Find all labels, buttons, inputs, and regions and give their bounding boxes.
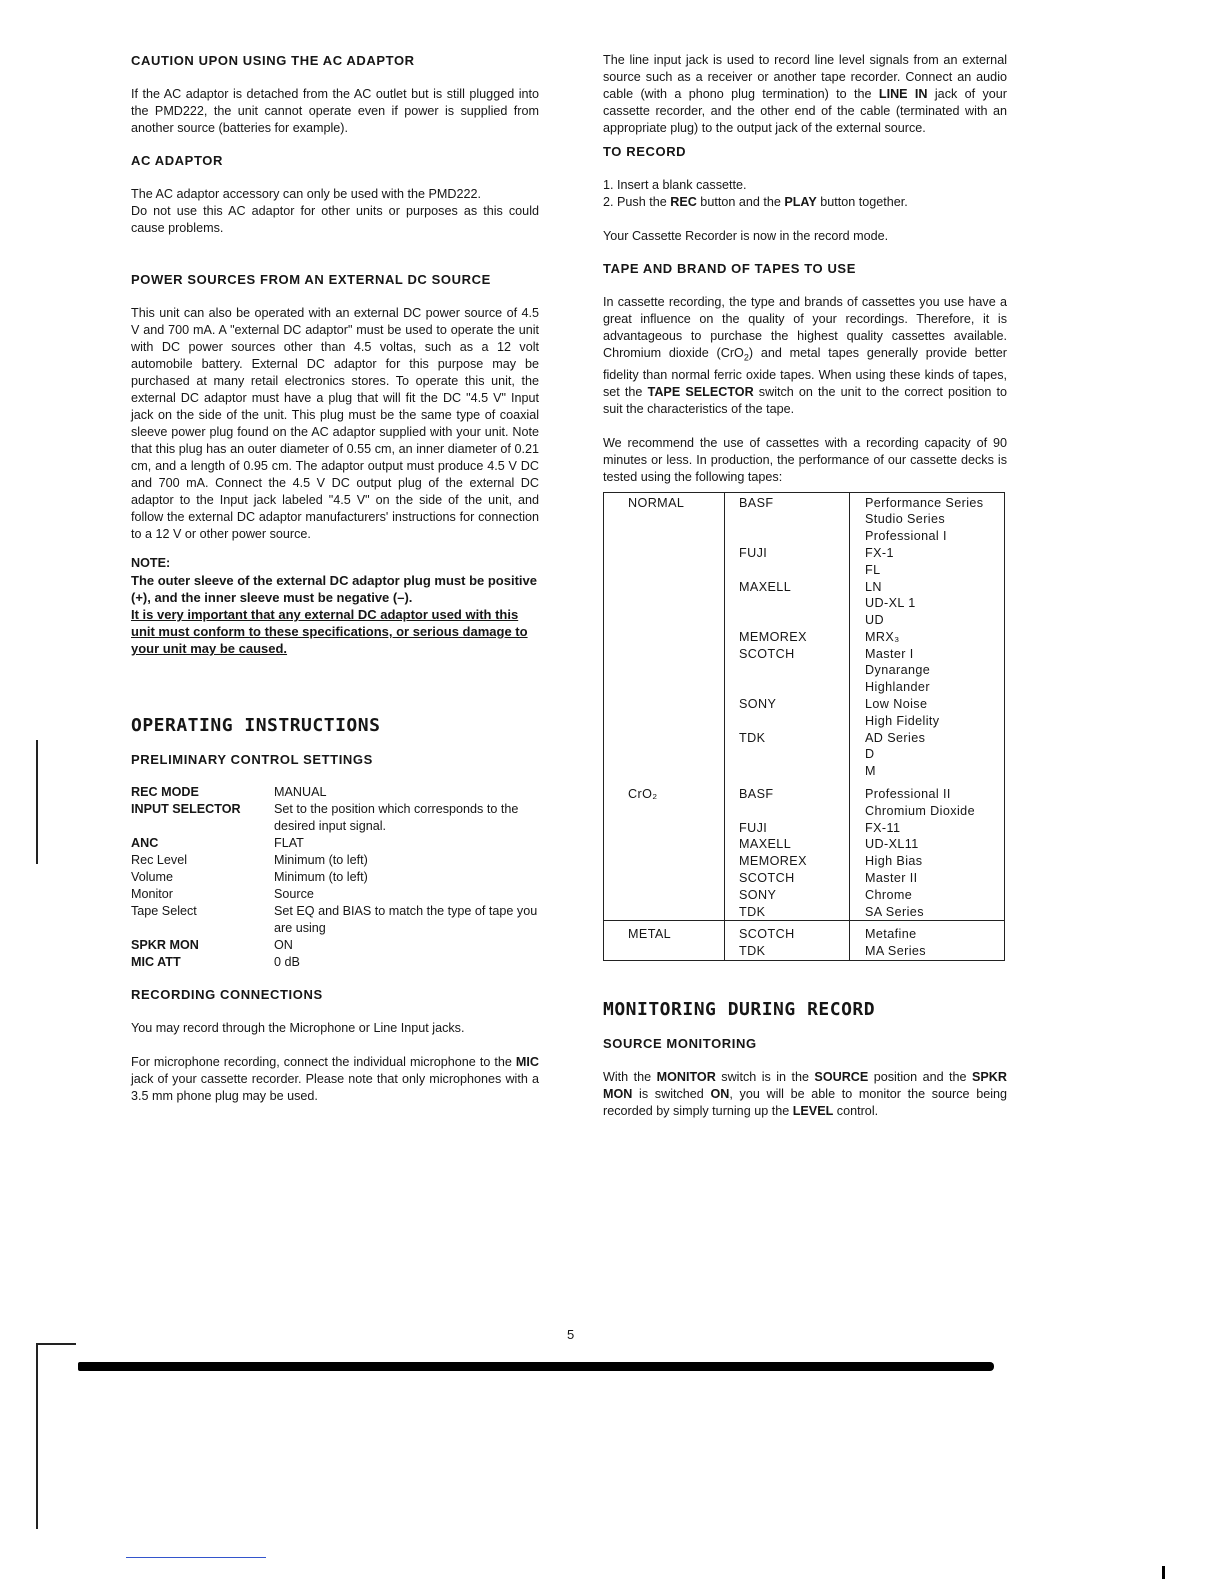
control-settings-table [131,784,539,971]
bottom-rule [78,1362,994,1371]
setting-value: FLAT [274,836,304,850]
source-monitoring-heading: SOURCE MONITORING [603,1036,757,1052]
monitoring-heading: MONITORING DURING RECORD [603,999,876,1021]
tape-table [603,492,1005,962]
note-text-1: The outer sleeve of the external DC adaptor plug must be positive (+), and the inner sleeve must be negative (–). [131,573,537,605]
setting-key: Volume [131,870,174,884]
setting-row [131,886,539,903]
setting-row [131,954,539,971]
tape-brands-cro2: BASF FUJI MAXELL MEMOREX SCOTCH SONY TDK [725,780,850,921]
tape-row-metal [604,921,1005,961]
caution-heading: CAUTION UPON USING THE AC ADAPTOR [131,53,415,68]
setting-row [131,835,539,852]
crop-mark-vertical [36,1343,38,1529]
tape-type-metal: METAL [604,921,725,961]
setting-row [131,801,539,835]
record-steps [603,177,1007,211]
ac-adaptor-text-1: The AC adaptor accessory can only be used with the PMD222. [131,187,482,201]
setting-key: Rec Level [131,853,188,867]
setting-value: ON [274,938,293,952]
caution-text: If the AC adaptor is detached from the AC outlet but is still plugged into the PMD222, the unit cannot operate even if power is supplied from another source (batteries for example). [131,87,539,135]
to-record-heading: TO RECORD [603,144,687,159]
recommend-text: We recommend the use of cassettes with a recording capacity of 90 minutes or less. In production, the performance of our cassette decks is tested using the following tapes: [603,435,1007,484]
recording-connections-text: You may record through the Microphone or Line Input jacks. [131,1021,465,1035]
setting-value: Minimum (to left) [274,870,368,884]
tape-brands-heading: TAPE AND BRAND OF TAPES TO USE [603,261,856,276]
corner-mark [1162,1566,1165,1579]
power-sources-text: This unit can also be operated with an external DC power source of 4.5 V and 700 mA. A "external DC adaptor" must be used to operate the unit with DC power sources other than 4.5 voltas, such as a 12 volt automobile battery. External DC adaptor for this purpose may be purchased at many retail electronics stores. To operate this unit, the external DC adaptor must have a plug that will fit the DC "4.5 V" Input jack on the side of the unit. This plug must be the same type of coaxial sleeve power plug found on the AC adaptor supplied with your unit. Note that this plug has an outer diameter of 0.55 cm, an inner diameter of 0.21 cm, and a length of 0.95 cm. The adaptor output must produce 4.5 V DC and 700 mA. Connect the 4.5 V DC output plug of the external DC adaptor to the Input jack labeled "4.5 V" on the side of the unit, and follow the external DC adaptor manufacturers' instructions for connection to a 12 V or other power source. [131,306,539,541]
ac-adaptor-text-2: Do not use this AC adaptor for other units or purposes as this could cause problems. [131,204,539,235]
left-column [131,52,539,1105]
page-number: 5 [567,1327,575,1342]
tape-row-cro2 [604,780,1005,921]
setting-row [131,937,539,954]
operating-instructions-heading: OPERATING INSTRUCTIONS [131,715,381,736]
tape-series-cro2: Professional II Chromium Dioxide FX-11 UD-XL11 High Bias Master II Chrome SA Series [850,780,1005,921]
preliminary-settings-heading: PRELIMINARY CONTROL SETTINGS [131,752,373,767]
tape-type-normal: NORMAL [604,492,725,780]
tape-brands-metal: SCOTCH TDK [725,921,850,961]
record-step-2: 2. Push the REC button and the PLAY button together. [603,195,908,209]
setting-key: REC MODE [131,785,199,799]
setting-key: INPUT SELECTOR [131,802,241,816]
crop-mark-horizontal [36,1343,76,1345]
setting-key: Tape Select [131,904,197,918]
note-label: NOTE: [131,556,171,570]
tape-brands-text: In cassette recording, the type and brands of cassettes you use have a great influence on the quality of your recordings. Therefore, it is advantageous to purchase the highest quality cassettes available. Chromium dioxide (CrO$_2$) and metal tapes generally provide better fidelity than normal ferric oxide tapes. When using these kinds of tapes, set the TAPE SELECTOR switch on the unit to the correct position to suit the characteristics of the tape. [603,295,1008,416]
tape-row-normal [604,492,1005,780]
record-mode-text: Your Cassette Recorder is now in the record mode. [603,229,889,243]
recording-connections-heading: RECORDING CONNECTIONS [131,987,323,1002]
setting-value: Set EQ and BIAS to match the type of tape you are using [274,904,538,935]
setting-value: Source [274,887,314,901]
tape-brands-normal: BASF FUJI MAXELL MEMOREX SCOTCH SONY TDK [725,492,850,780]
tape-type-cro2: CrO₂ [604,780,725,921]
setting-row [131,852,539,869]
setting-row [131,903,539,937]
right-column [603,52,1007,1120]
setting-key: ANC [131,836,159,850]
setting-value: Set to the position which corresponds to the desired input signal. [274,802,519,833]
setting-key: MIC ATT [131,955,181,969]
line-input-text: The line input jack is used to record line level signals from an external source such as a receiver or another tape recorder. Connect an audio cable (with a phono plug termination) to the LINE IN jack of your cassette recorder, and the other end of the cable (terminated with an appropriate plug) to the output jack of the external source. [603,53,1007,135]
source-monitoring-text: With the MONITOR switch is in the SOURCE position and the SPKR MON is switched ON, you will be able to monitor the source being recorded by simply turning up the LEVEL control. [603,1070,1008,1119]
power-sources-heading: POWER SOURCES FROM AN EXTERNAL DC SOURCE [131,272,491,287]
microphone-text: For microphone recording, connect the individual microphone to the MIC jack of your cassette recorder. Please note that only microphones with a 3.5 mm phone plug may be used. [131,1055,539,1103]
record-step-1: 1. Insert a blank cassette. [603,178,747,192]
ac-adaptor-heading: AC ADAPTOR [131,153,223,168]
margin-mark-line [36,740,38,864]
setting-row [131,869,539,886]
setting-key: Monitor [131,887,173,901]
setting-value: Minimum (to left) [274,853,368,867]
setting-value: 0 dB [274,955,300,969]
note-text-2: It is very important that any external DC adaptor used with this unit must conform to these specifications, or serious damage to your unit may be caused. [131,607,528,656]
tape-series-normal: Performance Series Studio Series Professional I FX-1 FL LN UD-XL 1 UD MRX₃ Master I Dynarange Highlander Low Noise High Fidelity AD Series D M [850,492,1005,780]
scan-artifact-line [126,1557,266,1558]
tape-series-metal: Metafine MA Series [850,921,1005,961]
setting-value: MANUAL [274,785,327,799]
setting-key: SPKR MON [131,938,199,952]
setting-row [131,784,539,801]
